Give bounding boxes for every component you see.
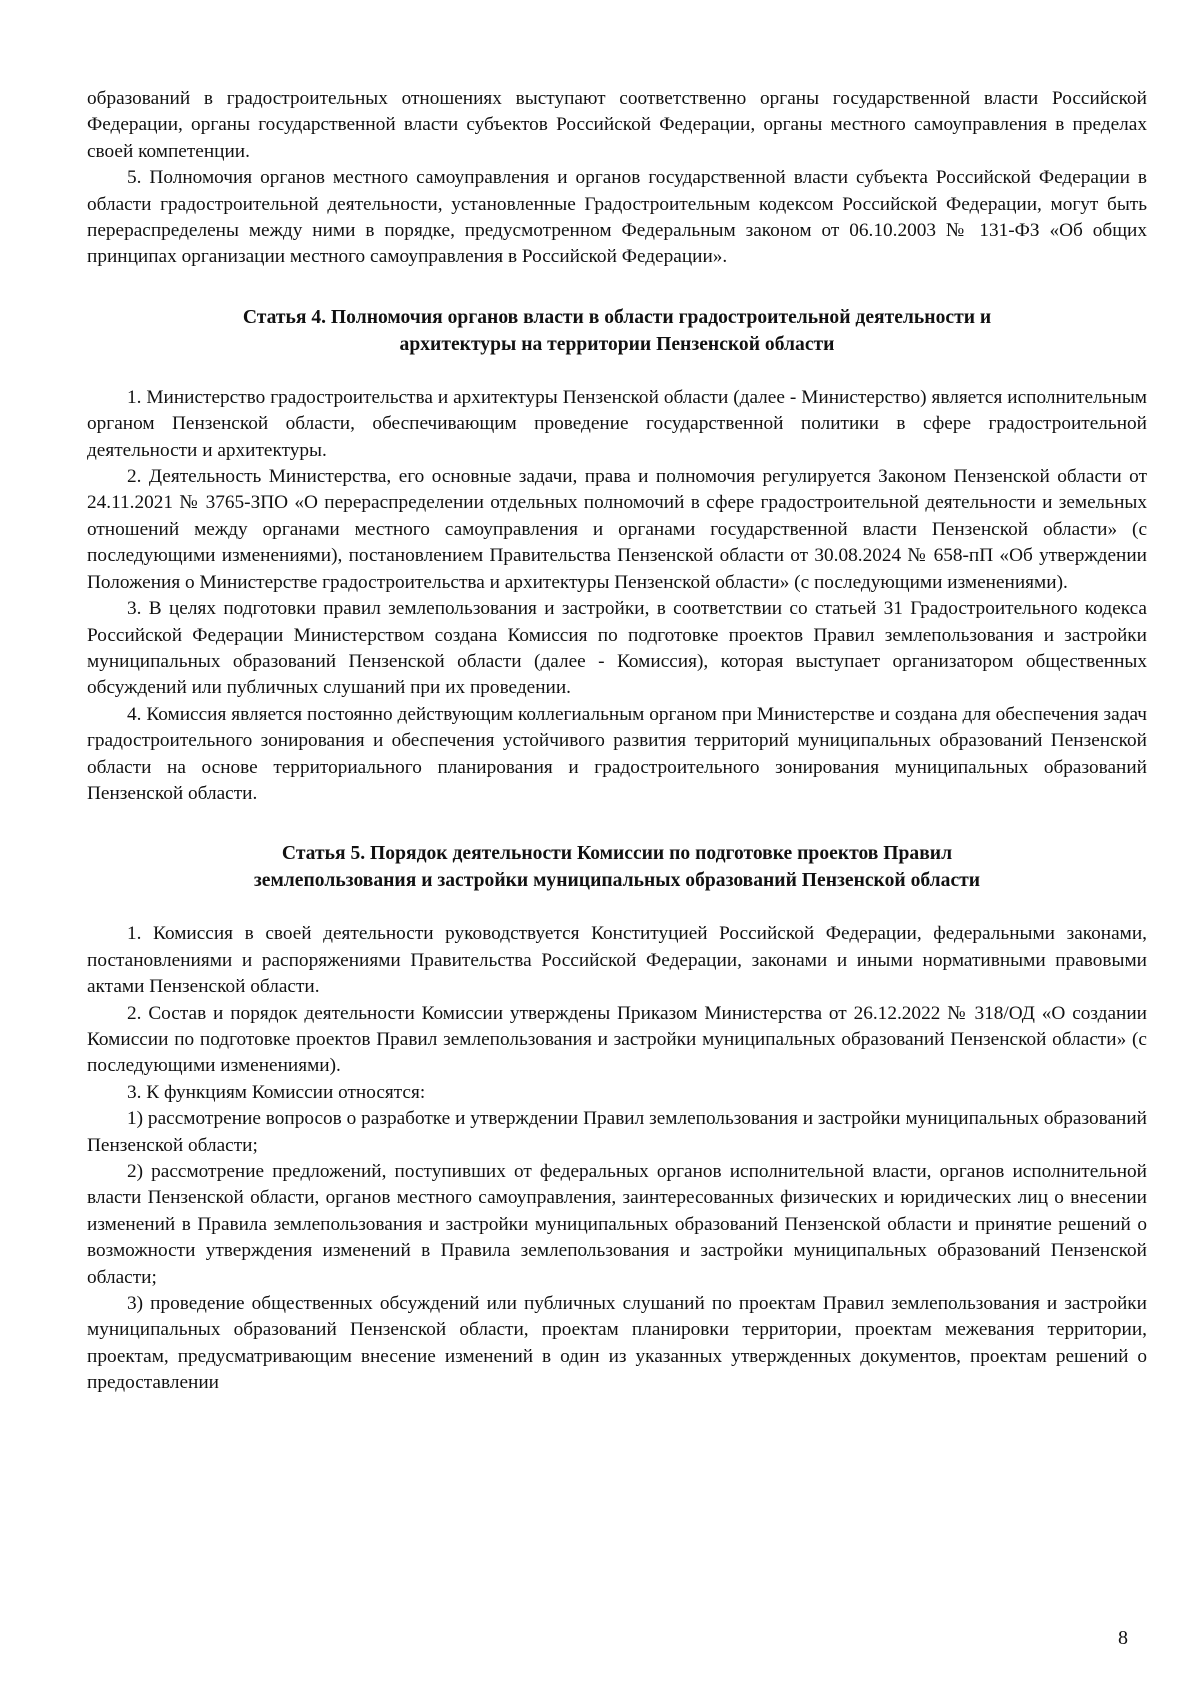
article-5-item-2: 2) рассмотрение предложений, поступивших от федеральных органов исполнительной власти, органов исполнительной власти Пензенской области, органов местного самоуправления, заинтересованных физических и юридических лиц о внесении изменений в Правила землепользования и застройки муниципальных образований Пензенской области и принятие решений о возможности утверждения изменений в Правила землепользования и застройки муниципальных образований Пензенской области; [87,1161,1147,1288]
article-4-title-line-1: Статья 4. Полномочия органов власти в области градостроительной деятельности и [242,306,992,328]
article-4-paragraph-1: 1. Министерство градостроительства и архитектуры Пензенской области (далее - Министерство) является исполнительным органом Пензенской области, обеспечивающим проведение государственной политики в сфере градостроительной деятельности и архитектуры. [87,386,1147,461]
article-5-paragraph-3: 3. К функциям Комиссии относятся: [127,1081,426,1103]
article-5-item-1: 1) рассмотрение вопросов о разработке и утверждении Правил землепользования и застройки муниципальных образований Пензенской области; [87,1108,1147,1156]
article-4-title-line-2: архитектуры на территории Пензенской области [399,333,835,355]
article-4-paragraph-2: 2. Деятельность Министерства, его основные задачи, права и полномочия регулируется Законом Пензенской области от 24.11.2021 № 3765-ЗПО «О перераспределении отдельных полномочий в сфере градостроительной деятельности и земельных отношений между органами местного самоуправления и органами государственной власти Пензенской области» (с последующими изменениями), постановлением Правительства Пензенской области от 30.08.2024 № 658-пП «Об утверждении Положения о Министерстве градостроительства и архитектуры Пензенской области» (с последующими изменениями). [87,466,1147,593]
page-number: 8 [1118,1627,1128,1649]
article-5-item-3: 3) проведение общественных обсуждений или публичных слушаний по проектам Правил землепользования и застройки муниципальных образований Пензенской области, проектам планировки территории, проектам межевания территории, проектам, предусматривающим внесение изменений в один из указанных утвержденных документов, проектам решений о предоставлении [87,1293,1147,1394]
article-5-title-line-1: Статья 5. Порядок деятельности Комиссии по подготовке проектов Правил [281,843,953,865]
document-page [87,86,1147,1397]
article-4-paragraph-3: 3. В целях подготовки правил землепользования и застройки, в соответствии со статьей 31 Градостроительного кодекса Российской Федерации Министерством создана Комиссия по подготовке проектов Правил землепользования и застройки муниципальных образований Пензенской области (далее - Комиссия), которая выступает организатором общественных обсуждений или публичных слушаний при их проведении. [87,598,1147,699]
article-4-title [87,304,1147,358]
article-5-title-line-2: землепользования и застройки муниципальных образований Пензенской области [253,870,981,892]
article-5-title [87,840,1147,894]
article-5-paragraph-1: 1. Комиссия в своей деятельности руководствуется Конституцией Российской Федерации, федеральными законами, постановлениями и распоряжениями Правительства Российской Федерации, законами и иными нормативными правовыми актами Пензенской области. [87,923,1147,998]
article-5-paragraph-2: 2. Состав и порядок деятельности Комиссии утверждены Приказом Министерства от 26.12.2022 № 318/ОД «О создании Комиссии по подготовке проектов Правил землепользования и застройки муниципальных образований Пензенской области» (с последующими изменениями). [87,1002,1147,1077]
intro-paragraph-2: 5. Полномочия органов местного самоуправления и органов государственной власти субъекта Российской Федерации в области градостроительной деятельности, установленные Градостроительным кодексом Российской Федерации, могут быть перераспределены между ними в порядке, предусмотренном Федеральным законом от 06.10.2003 № 131-ФЗ «Об общих принципах организации местного самоуправления в Российской Федерации». [87,167,1147,268]
intro-paragraph-1: образований в градостроительных отношениях выступают соответственно органы государственной власти Российской Федерации, органы государственной власти субъектов Российской Федерации, органы местного самоуправления в пределах своей компетенции. [87,88,1147,162]
article-4-paragraph-4: 4. Комиссия является постоянно действующим коллегиальным органом при Министерстве и создана для обеспечения задач градостроительного зонирования и обеспечения устойчивого развития территорий муниципальных образований Пензенской области на основе территориального планирования и градостроительного зонирования муниципальных образований Пензенской области. [87,703,1147,804]
